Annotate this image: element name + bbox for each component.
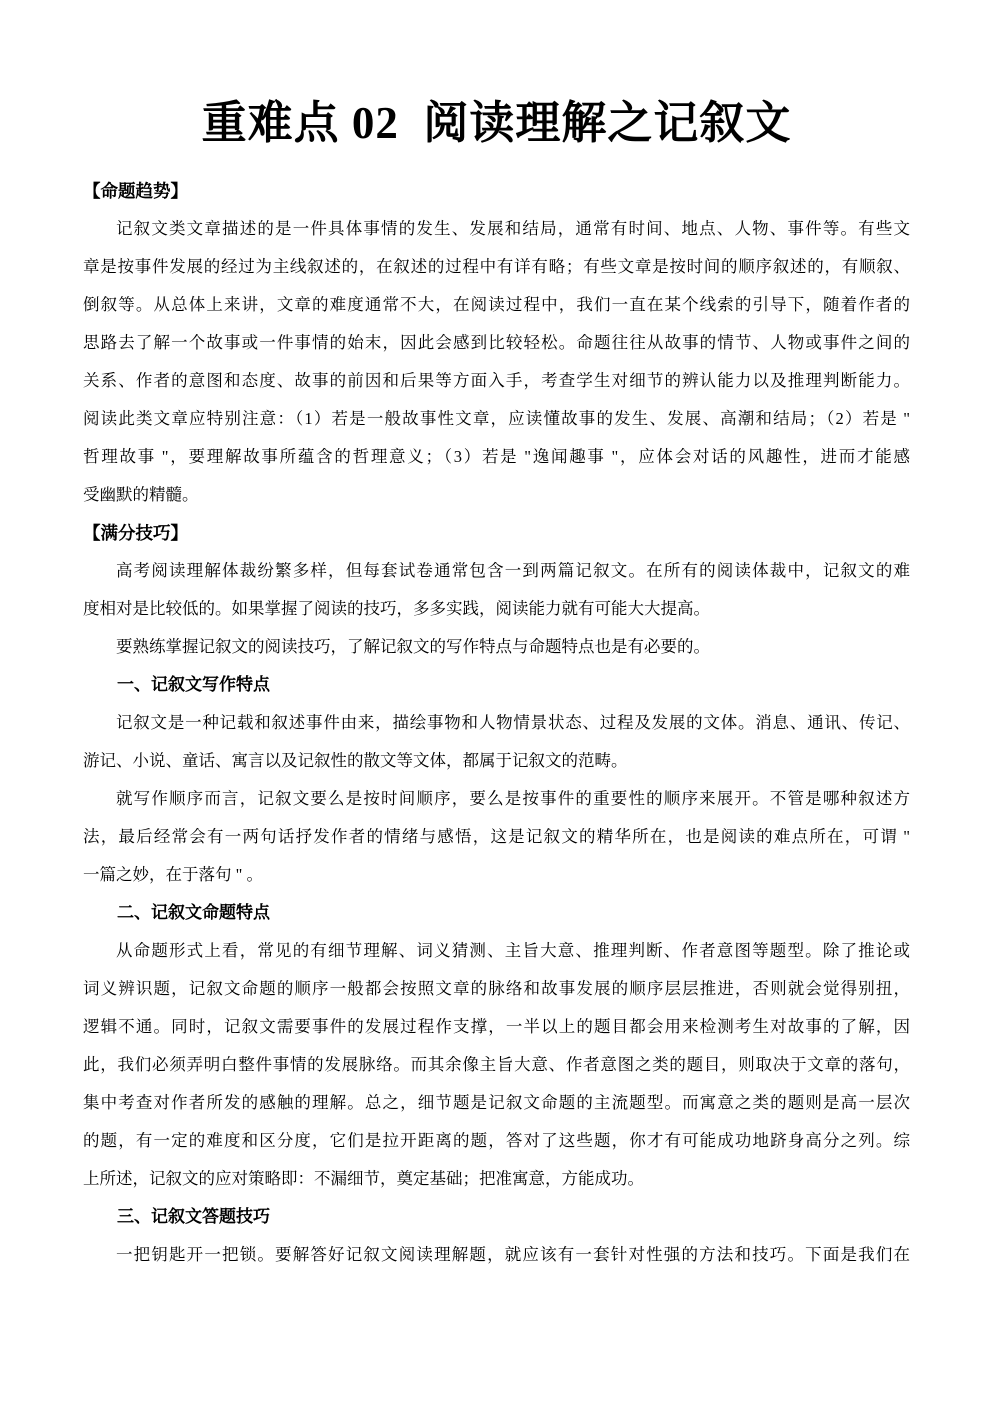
document-body xyxy=(83,172,910,1274)
paragraph-line: 从命题形式上看，常见的有细节理解、词义猜测、主旨大意、推理判断、作者意图等题型。除了推论或 xyxy=(116,941,910,960)
sub-heading: 三、记叙文答题技巧 xyxy=(117,1207,270,1226)
paragraph-line: 记叙文是一种记载和叙述事件由来，描绘事物和人物情景状态、过程及发展的文体。消息、通讯、传记、 xyxy=(116,713,910,732)
paragraph-line: 就写作顺序而言，记叙文要么是按时间顺序，要么是按事件的重要性的顺序来展开。不管是哪种叙述方 xyxy=(116,789,910,808)
paragraph-line: 法，最后经常会有一两句话抒发作者的情绪与感悟，这是记叙文的精华所在，也是阅读的难点所在，可谓 " xyxy=(83,827,910,846)
paragraph-line: 要熟练掌握记叙文的阅读技巧，了解记叙文的写作特点与命题特点也是有必要的。 xyxy=(116,637,710,656)
section-header: 【满分技巧】 xyxy=(83,523,188,543)
paragraph-line: 思路去了解一个故事或一件事情的始末，因此会感到比较轻松。命题往往从故事的情节、人物或事件之间的 xyxy=(83,333,910,352)
paragraph-line: 哲理故事 "，要理解故事所蕴含的哲理意义；（3）若是 "逸闻趣事 "，应体会对话的风趣性，进而才能感 xyxy=(83,447,910,466)
paragraph-line: 记叙文类文章描述的是一件具体事情的发生、发展和结局，通常有时间、地点、人物、事件等。有些文 xyxy=(116,219,910,238)
paragraph-line: 一篇之妙，在于落句 " 。 xyxy=(83,865,263,884)
paragraph-line: 章是按事件发展的经过为主线叙述的，在叙述的过程中有详有略；有些文章是按时间的顺序叙述的，有顺叙、 xyxy=(83,257,910,276)
paragraph-line: 游记、小说、童话、寓言以及记叙性的散文等文体，都属于记叙文的范畴。 xyxy=(83,751,628,770)
paragraph-line: 逻辑不通。同时，记叙文需要事件的发展过程作支撑，一半以上的题目都会用来检测考生对故事的了解，因 xyxy=(83,1017,910,1036)
paragraph-line: 度相对是比较低的。如果掌握了阅读的技巧，多多实践，阅读能力就有可能大大提高。 xyxy=(83,599,710,618)
section-header: 【命题趋势】 xyxy=(83,181,188,201)
paragraph-line: 词义辨识题，记叙文命题的顺序一般都会按照文章的脉络和故事发展的顺序层层推进，否则就会觉得别扭， xyxy=(83,979,910,998)
document-title: 重难点 02 阅读理解之记叙文 xyxy=(201,98,792,148)
sub-heading: 一、记叙文写作特点 xyxy=(117,675,270,694)
sub-heading: 二、记叙文命题特点 xyxy=(117,903,270,922)
paragraph-line: 的题，有一定的难度和区分度，它们是拉开距离的题，答对了这些题，你才有可能成功地跻身高分之列。综 xyxy=(83,1131,910,1150)
paragraph-line: 倒叙等。从总体上来讲，文章的难度通常不大，在阅读过程中，我们一直在某个线索的引导下，随着作者的 xyxy=(83,295,910,314)
paragraph-line: 此，我们必须弄明白整件事情的发展脉络。而其余像主旨大意、作者意图之类的题目，则取决于文章的落句， xyxy=(83,1055,910,1074)
paragraph-line: 阅读此类文章应特别注意：（1）若是一般故事性文章，应读懂故事的发生、发展、高潮和结局；（2）若是 " xyxy=(83,409,910,428)
paragraph-line: 集中考查对作者所发的感触的理解。总之，细节题是记叙文命题的主流题型。而寓意之类的题则是高一层次 xyxy=(83,1093,910,1112)
paragraph-line: 关系、作者的意图和态度、故事的前因和后果等方面入手，考查学生对细节的辨认能力以及推理判断能力。 xyxy=(83,371,910,390)
paragraph-line: 高考阅读理解体裁纷繁多样，但每套试卷通常包含一到两篇记叙文。在所有的阅读体裁中，记叙文的难 xyxy=(116,561,910,580)
paragraph-line: 一把钥匙开一把锁。要解答好记叙文阅读理解题，就应该有一套针对性强的方法和技巧。下面是我们在 xyxy=(116,1245,910,1264)
paragraph-line: 受幽默的精髓。 xyxy=(83,485,199,504)
paragraph-line: 上所述，记叙文的应对策略即：不漏细节，奠定基础；把准寓意，方能成功。 xyxy=(83,1169,644,1188)
